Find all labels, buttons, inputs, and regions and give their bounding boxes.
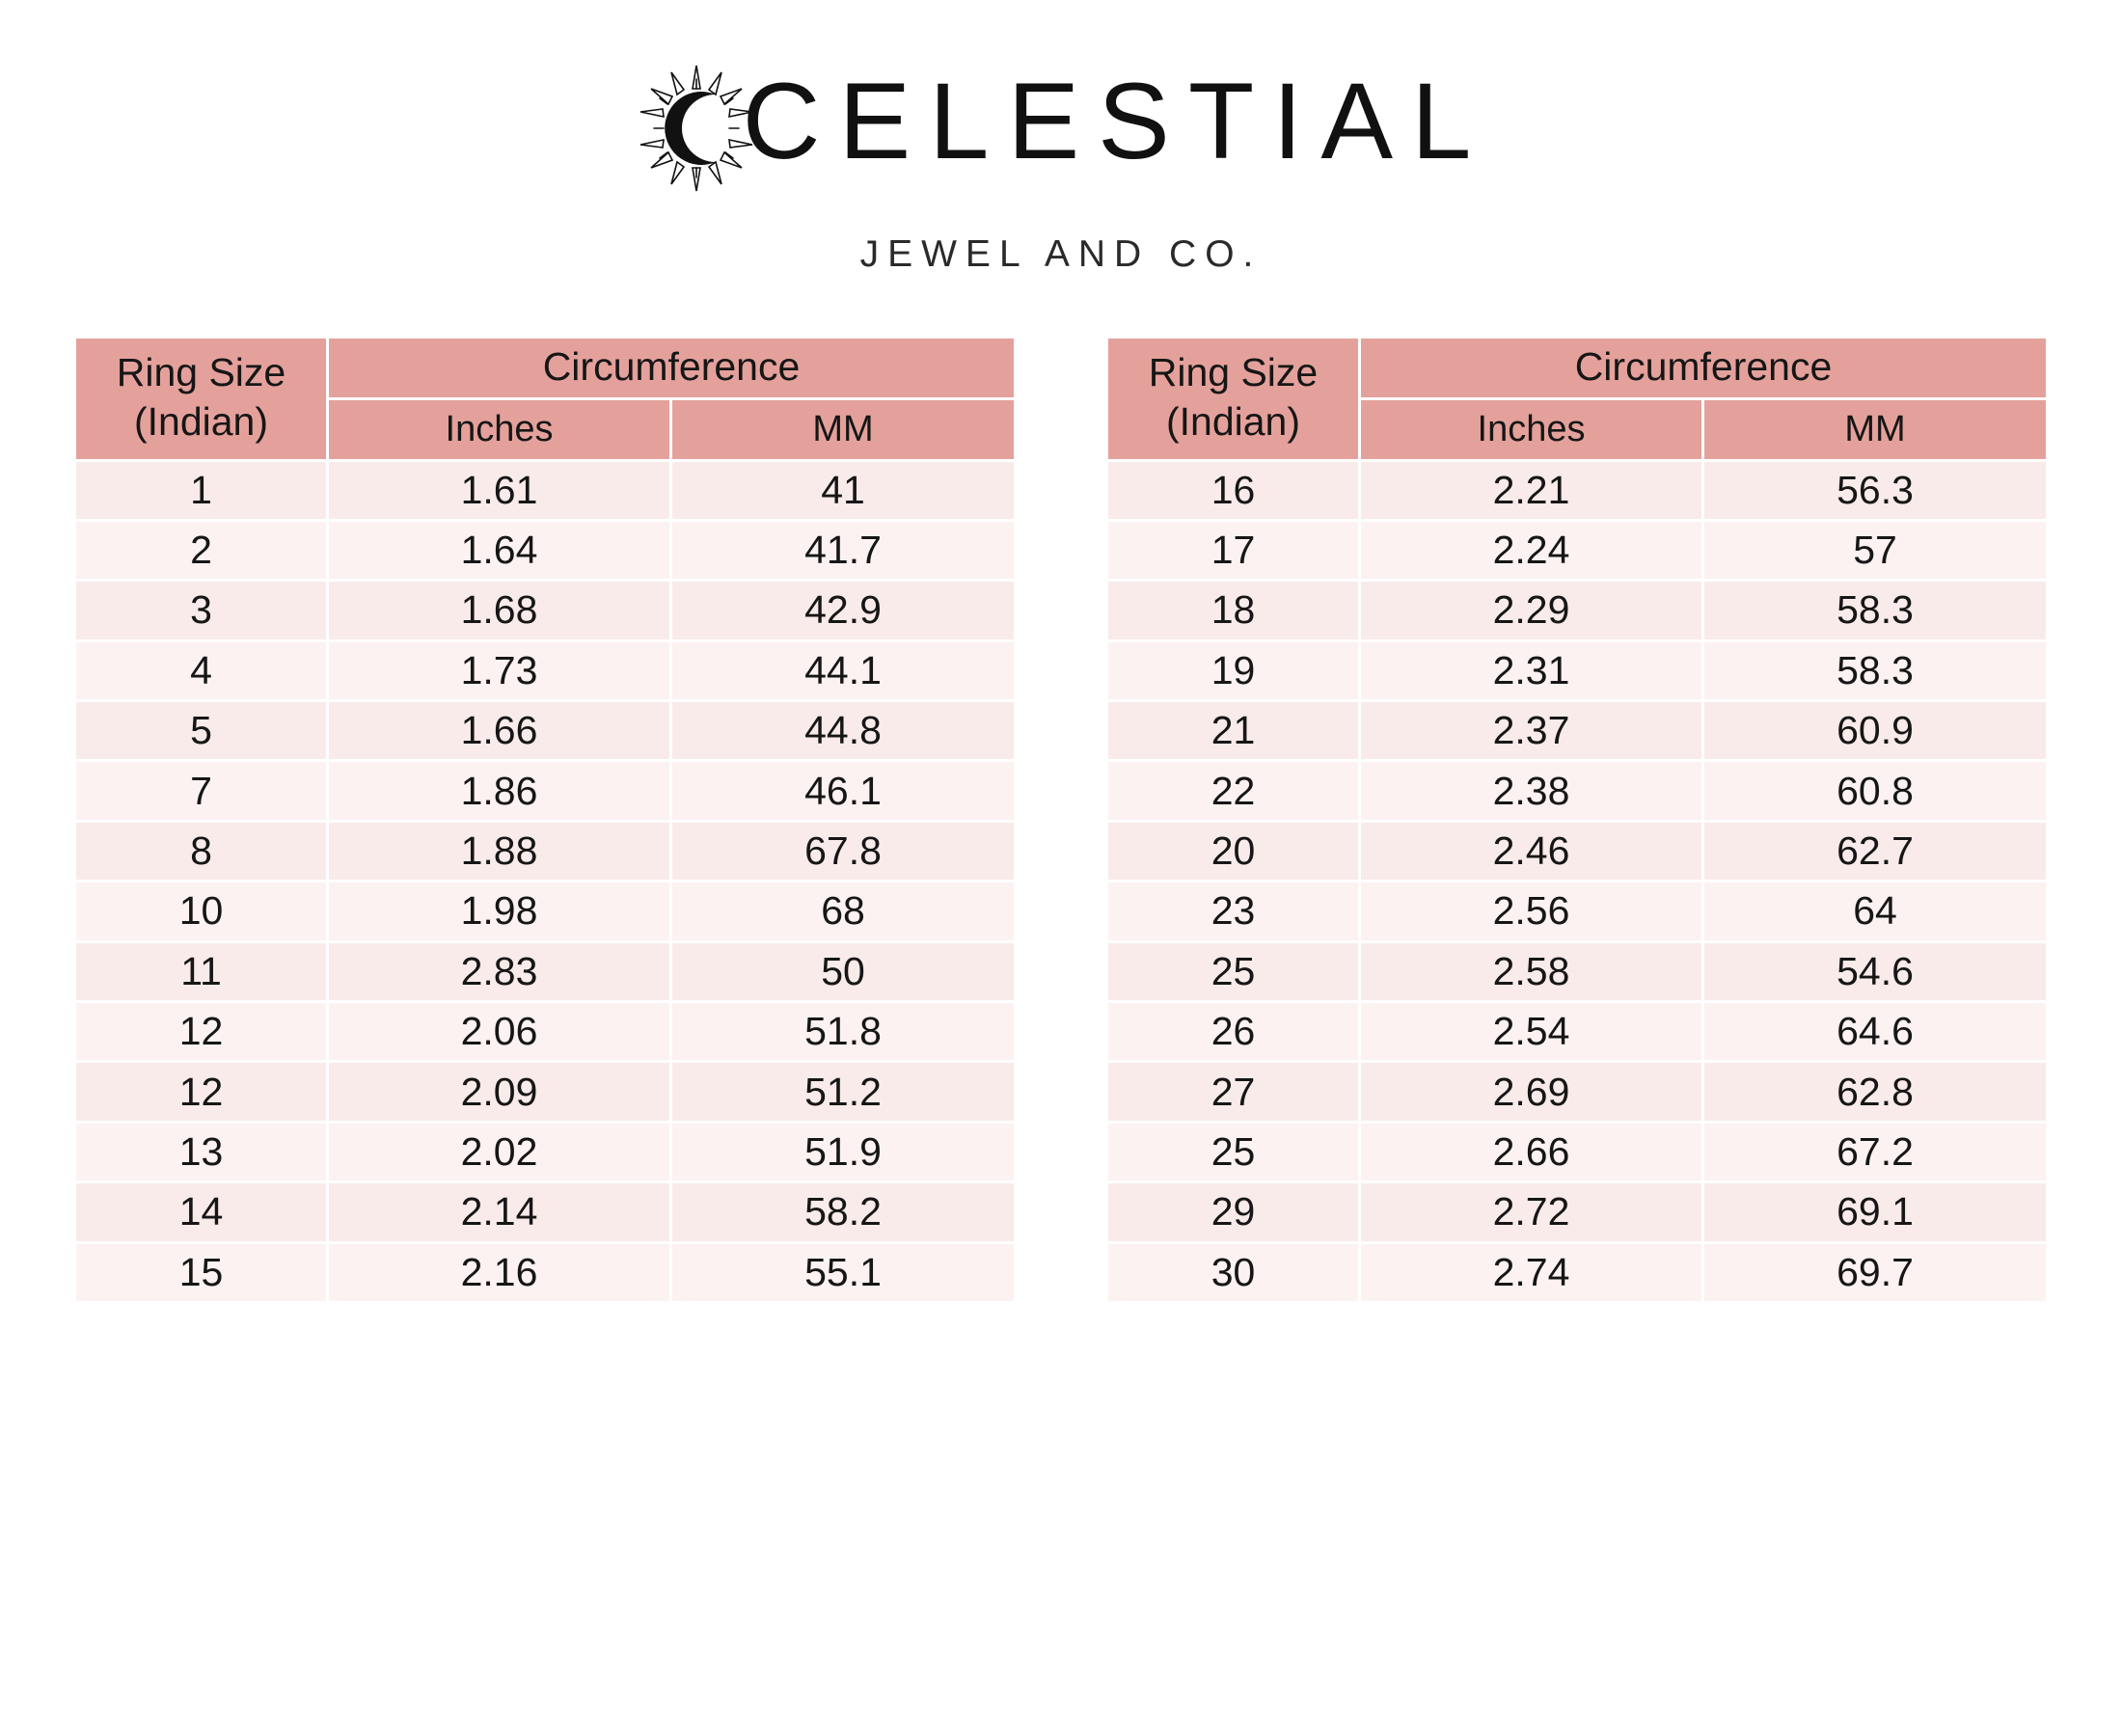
cell-mm: 50	[671, 941, 1016, 1001]
cell-mm: 67.2	[1703, 1122, 2048, 1181]
ring-size-table-left	[73, 336, 1017, 1304]
cell-inches: 2.02	[328, 1122, 671, 1181]
header-circumference-right: Circumference	[1360, 338, 2048, 399]
table-row	[1107, 1242, 2048, 1302]
cell-mm: 64.6	[1703, 1002, 2048, 1062]
cell-inches: 2.83	[328, 941, 671, 1001]
cell-ring-size: 16	[1107, 460, 1360, 520]
cell-inches: 2.69	[1360, 1062, 1703, 1122]
header-circumference-left: Circumference	[328, 338, 1016, 399]
cell-ring-size: 23	[1107, 882, 1360, 941]
cell-ring-size: 14	[75, 1182, 328, 1242]
cell-ring-size: 10	[75, 882, 328, 941]
cell-ring-size: 11	[75, 941, 328, 1001]
cell-mm: 57	[1703, 520, 2048, 580]
table-row	[1107, 761, 2048, 821]
cell-ring-size: 17	[1107, 520, 1360, 580]
cell-ring-size: 1	[75, 460, 328, 520]
cell-ring-size: 18	[1107, 581, 1360, 640]
cell-ring-size: 5	[75, 701, 328, 761]
table-row	[75, 460, 1016, 520]
table-row	[75, 640, 1016, 700]
cell-inches: 2.58	[1360, 941, 1703, 1001]
table-row	[1107, 1002, 2048, 1062]
cell-ring-size: 30	[1107, 1242, 1360, 1302]
cell-ring-size: 13	[75, 1122, 328, 1181]
cell-ring-size: 26	[1107, 1002, 1360, 1062]
cell-inches: 2.46	[1360, 821, 1703, 881]
cell-mm: 54.6	[1703, 941, 2048, 1001]
cell-mm: 60.9	[1703, 701, 2048, 761]
cell-mm: 51.8	[671, 1002, 1016, 1062]
cell-ring-size: 19	[1107, 640, 1360, 700]
brand-header	[0, 0, 2122, 276]
cell-inches: 2.74	[1360, 1242, 1703, 1302]
table-left-body	[75, 460, 1016, 1303]
table-row	[75, 581, 1016, 640]
table-row	[75, 1242, 1016, 1302]
cell-inches: 1.61	[328, 460, 671, 520]
table-row	[75, 1062, 1016, 1122]
header-inches-left: Inches	[328, 398, 671, 460]
cell-ring-size: 12	[75, 1062, 328, 1122]
table-row	[75, 761, 1016, 821]
table-row	[75, 882, 1016, 941]
cell-mm: 41	[671, 460, 1016, 520]
header-inches-right: Inches	[1360, 398, 1703, 460]
header-ring-size-line1-right: Ring Size	[1148, 350, 1319, 394]
cell-inches: 2.21	[1360, 460, 1703, 520]
cell-ring-size: 20	[1107, 821, 1360, 881]
table-row	[1107, 1122, 2048, 1181]
cell-mm: 55.1	[671, 1242, 1016, 1302]
cell-inches: 2.56	[1360, 882, 1703, 941]
cell-inches: 2.54	[1360, 1002, 1703, 1062]
cell-mm: 64	[1703, 882, 2048, 941]
cell-ring-size: 29	[1107, 1182, 1360, 1242]
sun-moon-icon	[633, 56, 760, 201]
header-mm-right: MM	[1703, 398, 2048, 460]
cell-inches: 1.88	[328, 821, 671, 881]
cell-inches: 2.31	[1360, 640, 1703, 700]
cell-inches: 2.06	[328, 1002, 671, 1062]
table-row	[1107, 581, 2048, 640]
header-ring-size-left	[75, 338, 328, 461]
cell-ring-size: 2	[75, 520, 328, 580]
cell-ring-size: 27	[1107, 1062, 1360, 1122]
cell-mm: 68	[671, 882, 1016, 941]
header-ring-size-line2-right: (Indian)	[1165, 399, 1300, 445]
cell-mm: 58.3	[1703, 581, 2048, 640]
cell-inches: 1.86	[328, 761, 671, 821]
table-row	[75, 701, 1016, 761]
header-ring-size-line2-left: (Indian)	[133, 399, 268, 445]
cell-mm: 51.9	[671, 1122, 1016, 1181]
brand-subtitle: JEWEL AND CO.	[859, 233, 1263, 275]
table-right-body	[1107, 460, 2048, 1303]
cell-inches: 2.14	[328, 1182, 671, 1242]
header-mm-left: MM	[671, 398, 1016, 460]
cell-inches: 2.37	[1360, 701, 1703, 761]
cell-ring-size: 12	[75, 1002, 328, 1062]
cell-ring-size: 15	[75, 1242, 328, 1302]
table-row	[1107, 941, 2048, 1001]
cell-mm: 46.1	[671, 761, 1016, 821]
cell-inches: 2.38	[1360, 761, 1703, 821]
cell-inches: 2.24	[1360, 520, 1703, 580]
table-row	[75, 520, 1016, 580]
brand-row	[0, 50, 2122, 201]
cell-mm: 69.7	[1703, 1242, 2048, 1302]
table-row	[1107, 701, 2048, 761]
cell-inches: 1.73	[328, 640, 671, 700]
cell-mm: 51.2	[671, 1062, 1016, 1122]
cell-mm: 62.8	[1703, 1062, 2048, 1122]
brand-name: CELESTIAL	[742, 61, 1490, 181]
cell-ring-size: 21	[1107, 701, 1360, 761]
table-left-head	[75, 338, 1016, 461]
cell-mm: 58.3	[1703, 640, 2048, 700]
ring-size-table-right	[1105, 336, 2049, 1304]
table-row	[75, 1182, 1016, 1242]
cell-inches: 1.66	[328, 701, 671, 761]
table-row	[1107, 520, 2048, 580]
cell-mm: 44.8	[671, 701, 1016, 761]
header-ring-size-line1-left: Ring Size	[116, 350, 286, 394]
cell-mm: 41.7	[671, 520, 1016, 580]
cell-mm: 69.1	[1703, 1182, 2048, 1242]
cell-mm: 60.8	[1703, 761, 2048, 821]
cell-inches: 1.64	[328, 520, 671, 580]
cell-inches: 2.72	[1360, 1182, 1703, 1242]
cell-inches: 2.29	[1360, 581, 1703, 640]
cell-ring-size: 8	[75, 821, 328, 881]
cell-ring-size: 25	[1107, 941, 1360, 1001]
cell-inches: 1.68	[328, 581, 671, 640]
table-row	[1107, 882, 2048, 941]
cell-ring-size: 3	[75, 581, 328, 640]
cell-ring-size: 22	[1107, 761, 1360, 821]
header-ring-size-right	[1107, 338, 1360, 461]
table-row	[1107, 640, 2048, 700]
cell-mm: 58.2	[671, 1182, 1016, 1242]
table-row	[1107, 460, 2048, 520]
cell-inches: 1.98	[328, 882, 671, 941]
table-left-header-row-1	[75, 338, 1016, 399]
cell-ring-size: 25	[1107, 1122, 1360, 1181]
cell-ring-size: 7	[75, 761, 328, 821]
cell-inches: 2.09	[328, 1062, 671, 1122]
cell-mm: 62.7	[1703, 821, 2048, 881]
table-row	[75, 1002, 1016, 1062]
table-row	[75, 941, 1016, 1001]
cell-mm: 42.9	[671, 581, 1016, 640]
table-row	[1107, 821, 2048, 881]
size-tables	[0, 336, 2122, 1299]
table-row	[1107, 1182, 2048, 1242]
cell-inches: 2.66	[1360, 1122, 1703, 1181]
table-right-head	[1107, 338, 2048, 461]
cell-inches: 2.16	[328, 1242, 671, 1302]
cell-mm: 44.1	[671, 640, 1016, 700]
table-row	[1107, 1062, 2048, 1122]
table-row	[75, 821, 1016, 881]
cell-mm: 67.8	[671, 821, 1016, 881]
cell-ring-size: 4	[75, 640, 328, 700]
table-row	[75, 1122, 1016, 1181]
cell-mm: 56.3	[1703, 460, 2048, 520]
table-right-header-row-1	[1107, 338, 2048, 399]
